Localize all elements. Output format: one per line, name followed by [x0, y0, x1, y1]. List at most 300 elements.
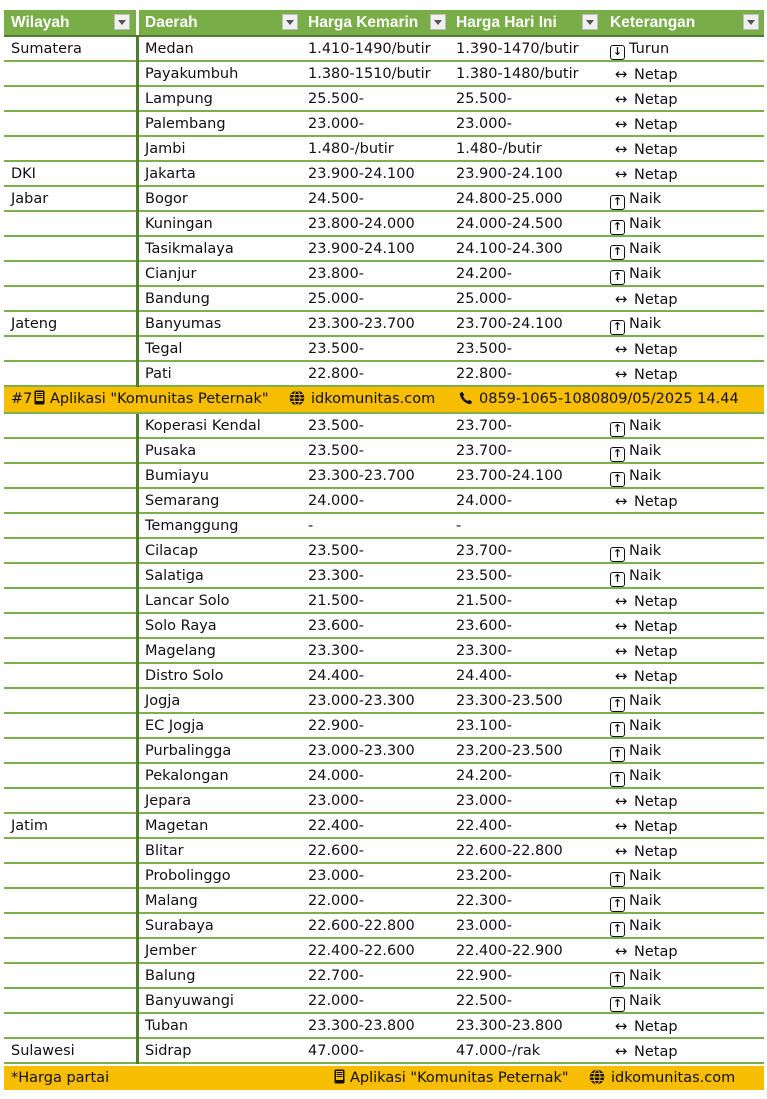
cell-keterangan [610, 889, 760, 912]
cell-wilayah: Jateng [11, 316, 58, 332]
cell-daerah: Banyuwangi [136, 989, 309, 1014]
arrow-left-right-icon: ↔ [614, 492, 628, 510]
arrow-up-icon: ↑ [610, 722, 625, 737]
cell-harga-hari-ini: 22.400-22.900 [456, 943, 563, 959]
table-row [4, 514, 764, 539]
cell-wilayah [4, 739, 140, 762]
cell-wilayah [4, 414, 140, 437]
cell-harga-hari-ini: 23.500- [456, 568, 512, 584]
cell-daerah: Pekalongan [136, 764, 309, 789]
table-row [4, 262, 764, 287]
banner-app-label: Aplikasi "Komunitas Peternak" [50, 391, 269, 407]
cell-daerah: Jepara [136, 789, 309, 814]
arrow-up-icon: ↑ [610, 872, 625, 887]
cell-daerah: Tuban [136, 1014, 309, 1039]
arrow-left-right-icon: ↔ [614, 90, 628, 108]
phone-icon [459, 391, 473, 405]
cell-harga-kemarin: 23.500- [308, 543, 364, 559]
keterangan-label: Netap [634, 117, 678, 133]
cell-keterangan [610, 664, 760, 687]
keterangan-label: Naik [629, 768, 662, 784]
cell-harga-hari-ini: - [456, 518, 462, 534]
cell-harga-hari-ini: 23.700- [456, 443, 512, 459]
cell-harga-hari-ini: 23.700- [456, 418, 512, 434]
keterangan-label: Netap [634, 167, 678, 183]
cell-harga-hari-ini: 23.500- [456, 341, 512, 357]
cell-daerah: Sidrap [136, 1039, 309, 1064]
cell-keterangan [610, 37, 760, 60]
table-row [4, 1039, 764, 1064]
arrow-up-icon: ↑ [610, 447, 625, 462]
cell-harga-hari-ini: 23.300- [456, 643, 512, 659]
cell-wilayah: Jatim [11, 818, 49, 834]
price-table [4, 10, 764, 1090]
cell-harga-hari-ini: 23.900-24.100 [456, 166, 563, 182]
arrow-up-icon: ↑ [610, 997, 625, 1012]
cell-wilayah [4, 1014, 140, 1037]
cell-harga-kemarin: 22.000- [308, 993, 364, 1009]
cell-keterangan [610, 514, 760, 537]
arrow-left-right-icon: ↔ [614, 817, 628, 835]
cell-wilayah [4, 362, 140, 385]
arrow-up-icon: ↑ [610, 547, 625, 562]
banner-app [34, 387, 269, 412]
cell-harga-hari-ini: 23.000- [456, 918, 512, 934]
cell-harga-hari-ini: 23.700- [456, 543, 512, 559]
keterangan-label: Netap [634, 644, 678, 660]
arrow-down-icon: ↓ [610, 45, 625, 60]
cell-harga-hari-ini: 22.600-22.800 [456, 843, 563, 859]
cell-harga-hari-ini: 23.200-23.500 [456, 743, 563, 759]
keterangan-label: Netap [634, 142, 678, 158]
cell-harga-hari-ini: 1.480-/butir [456, 141, 542, 157]
table-row [4, 87, 764, 112]
header-harga-kemarin: Harga Kemarin [308, 14, 419, 31]
cell-harga-kemarin: 23.300- [308, 568, 364, 584]
table-row [4, 162, 764, 187]
cell-wilayah [4, 262, 140, 285]
arrow-up-icon: ↑ [610, 472, 625, 487]
mobile-phone-icon [34, 390, 45, 405]
arrow-left-right-icon: ↔ [614, 642, 628, 660]
cell-harga-kemarin: 23.300-23.700 [308, 468, 415, 484]
keterangan-label: Naik [629, 968, 662, 984]
cell-harga-kemarin: 23.300-23.700 [308, 316, 415, 332]
banner-phone-label: 0859-1065-10808 [479, 391, 610, 407]
cell-harga-hari-ini: 23.600- [456, 618, 512, 634]
arrow-left-right-icon: ↔ [614, 667, 628, 685]
cell-harga-hari-ini: 23.700-24.100 [456, 468, 563, 484]
cell-keterangan [610, 362, 760, 385]
cell-harga-hari-ini: 1.390-1470/butir [456, 41, 579, 57]
table-row [4, 639, 764, 664]
globe-icon [589, 1069, 605, 1085]
cell-wilayah [4, 689, 140, 712]
banner-site-label: idkomunitas.com [311, 391, 436, 407]
arrow-left-right-icon: ↔ [614, 165, 628, 183]
cell-daerah: Jember [136, 939, 309, 964]
filter-dropdown-harga-hari-ini-icon[interactable] [582, 14, 598, 30]
table-row [4, 62, 764, 87]
cell-keterangan [610, 162, 760, 185]
cell-keterangan [610, 262, 760, 285]
cell-daerah: Balung [136, 964, 309, 989]
cell-keterangan [610, 489, 760, 512]
cell-harga-kemarin: 23.900-24.100 [308, 241, 415, 257]
cell-keterangan [610, 639, 760, 662]
cell-harga-kemarin: 24.400- [308, 668, 364, 684]
arrow-left-right-icon: ↔ [614, 842, 628, 860]
table-row [4, 137, 764, 162]
keterangan-label: Naik [629, 418, 662, 434]
cell-wilayah [4, 237, 140, 260]
footer-note: *Harga partai [11, 1070, 110, 1086]
keterangan-label: Netap [634, 494, 678, 510]
cell-harga-kemarin: 21.500- [308, 593, 364, 609]
cell-daerah: Tegal [136, 337, 309, 362]
cell-keterangan [610, 137, 760, 160]
header-keterangan: Keterangan [610, 14, 696, 31]
cell-daerah: Tasikmalaya [136, 237, 309, 262]
table-header [4, 10, 764, 37]
cell-wilayah [4, 789, 140, 812]
table-row [4, 237, 764, 262]
table-row [4, 589, 764, 614]
filter-dropdown-harga-kemarin-icon[interactable] [430, 14, 446, 30]
cell-daerah: Blitar [136, 839, 309, 864]
cell-harga-kemarin: 22.700- [308, 968, 364, 984]
cell-keterangan [610, 237, 760, 260]
cell-wilayah [4, 287, 140, 310]
arrow-up-icon: ↑ [610, 245, 625, 260]
cell-daerah: Solo Raya [136, 614, 309, 639]
arrow-left-right-icon: ↔ [614, 365, 628, 383]
keterangan-label: Netap [634, 669, 678, 685]
arrow-up-icon: ↑ [610, 220, 625, 235]
table-row [4, 789, 764, 814]
cell-keterangan [610, 439, 760, 462]
cell-harga-hari-ini: 24.000-24.500 [456, 216, 563, 232]
cell-keterangan [610, 939, 760, 962]
cell-wilayah [4, 764, 140, 787]
cell-wilayah [4, 639, 140, 662]
cell-harga-hari-ini: 23.200- [456, 868, 512, 884]
arrow-up-icon: ↑ [610, 572, 625, 587]
cell-daerah: Distro Solo [136, 664, 309, 689]
header-harga-hari-ini: Harga Hari Ini [456, 14, 557, 31]
table-row [4, 414, 764, 439]
table-row [4, 187, 764, 212]
arrow-up-icon: ↑ [610, 922, 625, 937]
cell-wilayah [4, 664, 140, 687]
cell-daerah: Malang [136, 889, 309, 914]
table-row [4, 362, 764, 387]
keterangan-label: Naik [629, 868, 662, 884]
keterangan-label: Netap [634, 67, 678, 83]
table-row [4, 489, 764, 514]
cell-keterangan [610, 814, 760, 837]
cell-harga-kemarin: 23.300- [308, 643, 364, 659]
cell-harga-hari-ini: 24.800-25.000 [456, 191, 563, 207]
keterangan-label: Naik [629, 568, 662, 584]
cell-harga-hari-ini: 23.100- [456, 718, 512, 734]
cell-daerah: Salatiga [136, 564, 309, 589]
table-row [4, 564, 764, 589]
cell-keterangan [610, 312, 760, 335]
keterangan-label: Netap [634, 367, 678, 383]
cell-daerah: Probolinggo [136, 864, 309, 889]
cell-harga-kemarin: 22.800- [308, 366, 364, 382]
cell-wilayah [4, 539, 140, 562]
cell-keterangan [610, 464, 760, 487]
globe-icon [289, 390, 305, 406]
cell-wilayah [4, 914, 140, 937]
cell-harga-hari-ini: 22.900- [456, 968, 512, 984]
filter-dropdown-daerah-icon[interactable] [282, 14, 298, 30]
arrow-left-right-icon: ↔ [614, 1017, 628, 1035]
cell-harga-hari-ini: 21.500- [456, 593, 512, 609]
cell-wilayah [4, 439, 140, 462]
keterangan-label: Netap [634, 844, 678, 860]
cell-daerah: Cilacap [136, 539, 309, 564]
keterangan-label: Netap [634, 1019, 678, 1035]
arrow-up-icon: ↑ [610, 972, 625, 987]
cell-harga-hari-ini: 22.300- [456, 893, 512, 909]
cell-harga-kemarin: 22.900- [308, 718, 364, 734]
arrow-up-icon: ↑ [610, 772, 625, 787]
table-row [4, 814, 764, 839]
cell-harga-hari-ini: 25.500- [456, 91, 512, 107]
cell-wilayah [4, 714, 140, 737]
cell-harga-hari-ini: 23.000- [456, 116, 512, 132]
cell-harga-hari-ini: 23.300-23.800 [456, 1018, 563, 1034]
cell-harga-kemarin: 23.800- [308, 266, 364, 282]
cell-harga-kemarin: 23.500- [308, 443, 364, 459]
cell-wilayah: Sumatera [11, 41, 82, 57]
footer-bar [4, 1066, 764, 1090]
keterangan-label: Turun [629, 41, 670, 57]
cell-daerah: Bumiayu [136, 464, 309, 489]
arrow-up-icon: ↑ [610, 697, 625, 712]
footer-app-label: Aplikasi "Komunitas Peternak" [350, 1070, 569, 1086]
cell-harga-kemarin: 1.380-1510/butir [308, 66, 431, 82]
cell-harga-hari-ini: 24.400- [456, 668, 512, 684]
arrow-up-icon: ↑ [610, 195, 625, 210]
cell-keterangan [610, 539, 760, 562]
cell-harga-kemarin: 25.500- [308, 91, 364, 107]
cell-keterangan [610, 62, 760, 85]
arrow-left-right-icon: ↔ [614, 340, 628, 358]
table-row [4, 914, 764, 939]
table-row [4, 287, 764, 312]
cell-wilayah [4, 564, 140, 587]
keterangan-label: Netap [634, 342, 678, 358]
cell-harga-kemarin: 23.500- [308, 341, 364, 357]
cell-harga-kemarin: - [308, 518, 314, 534]
cell-harga-hari-ini: 24.200- [456, 266, 512, 282]
cell-wilayah [4, 212, 140, 235]
arrow-up-icon: ↑ [610, 747, 625, 762]
cell-harga-kemarin: 23.000-23.300 [308, 743, 415, 759]
cell-harga-kemarin: 23.800-24.000 [308, 216, 415, 232]
cell-harga-hari-ini: 24.100-24.300 [456, 241, 563, 257]
cell-wilayah [4, 489, 140, 512]
arrow-left-right-icon: ↔ [614, 792, 628, 810]
cell-daerah: Jambi [136, 137, 309, 162]
cell-harga-kemarin: 23.500- [308, 418, 364, 434]
keterangan-label: Naik [629, 468, 662, 484]
cell-wilayah: DKI [11, 166, 36, 182]
table-row [4, 337, 764, 362]
cell-harga-kemarin: 23.000-23.300 [308, 693, 415, 709]
cell-wilayah [4, 589, 140, 612]
arrow-up-icon: ↑ [610, 320, 625, 335]
table-row [4, 212, 764, 237]
cell-keterangan [610, 187, 760, 210]
cell-wilayah [4, 87, 140, 110]
cell-keterangan [610, 614, 760, 637]
cell-harga-hari-ini: 22.400- [456, 818, 512, 834]
cell-harga-kemarin: 23.300-23.800 [308, 1018, 415, 1034]
keterangan-label: Naik [629, 216, 662, 232]
keterangan-label: Naik [629, 718, 662, 734]
filter-dropdown-wilayah-icon[interactable] [114, 14, 130, 30]
table-row [4, 889, 764, 914]
cell-harga-hari-ini: 47.000-/rak [456, 1043, 541, 1059]
cell-harga-kemarin: 22.600- [308, 843, 364, 859]
arrow-left-right-icon: ↔ [614, 115, 628, 133]
cell-keterangan [610, 839, 760, 862]
cell-wilayah [4, 864, 140, 887]
cell-harga-hari-ini: 1.380-1480/butir [456, 66, 579, 82]
cell-keterangan [610, 689, 760, 712]
cell-daerah: Surabaya [136, 914, 309, 939]
cell-keterangan [610, 287, 760, 310]
cell-daerah: Lancar Solo [136, 589, 309, 614]
keterangan-label: Naik [629, 918, 662, 934]
header-wilayah: Wilayah [11, 14, 70, 31]
keterangan-label: Netap [634, 944, 678, 960]
keterangan-label: Naik [629, 893, 662, 909]
cell-keterangan [610, 337, 760, 360]
table-row [4, 1014, 764, 1039]
keterangan-label: Netap [634, 1044, 678, 1060]
cell-harga-kemarin: 23.900-24.100 [308, 166, 415, 182]
footer-site [589, 1066, 735, 1090]
cell-keterangan [610, 212, 760, 235]
cell-daerah: Pati [136, 362, 309, 387]
arrow-left-right-icon: ↔ [614, 617, 628, 635]
cell-harga-kemarin: 23.600- [308, 618, 364, 634]
cell-daerah: Payakumbuh [136, 62, 309, 87]
keterangan-label: Netap [634, 794, 678, 810]
cell-keterangan [610, 87, 760, 110]
cell-daerah: Temanggung [136, 514, 309, 539]
cell-daerah: Jogja [136, 689, 309, 714]
cell-harga-kemarin: 22.600-22.800 [308, 918, 415, 934]
cell-keterangan [610, 739, 760, 762]
table-row [4, 464, 764, 489]
table-row [4, 539, 764, 564]
footer-app [334, 1066, 569, 1090]
cell-wilayah [4, 514, 140, 537]
cell-harga-hari-ini: 22.500- [456, 993, 512, 1009]
cell-harga-hari-ini: 24.000- [456, 493, 512, 509]
cell-keterangan [610, 864, 760, 887]
cell-harga-kemarin: 1.480-/butir [308, 141, 394, 157]
cell-harga-hari-ini: 24.200- [456, 768, 512, 784]
arrow-up-icon: ↑ [610, 897, 625, 912]
cell-keterangan [610, 914, 760, 937]
cell-wilayah [4, 839, 140, 862]
cell-wilayah [4, 337, 140, 360]
cell-daerah: Bogor [136, 187, 309, 212]
arrow-up-icon: ↑ [610, 270, 625, 285]
keterangan-label: Naik [629, 543, 662, 559]
cell-keterangan [610, 714, 760, 737]
cell-keterangan [610, 989, 760, 1012]
cell-wilayah [4, 939, 140, 962]
cell-daerah: Pusaka [136, 439, 309, 464]
table-body [4, 37, 764, 1064]
cell-wilayah [4, 137, 140, 160]
cell-harga-kemarin: 47.000- [308, 1043, 364, 1059]
cell-harga-hari-ini: 23.700-24.100 [456, 316, 563, 332]
cell-wilayah [4, 989, 140, 1012]
cell-harga-kemarin: 22.400- [308, 818, 364, 834]
cell-wilayah: Jabar [11, 191, 49, 207]
filter-dropdown-keterangan-icon[interactable] [743, 14, 759, 30]
cell-daerah: Palembang [136, 112, 309, 137]
banner-datetime: 09/05/2025 14.44 [609, 391, 739, 407]
cell-harga-kemarin: 25.000- [308, 291, 364, 307]
cell-daerah: Banyumas [136, 312, 309, 337]
table-row [4, 839, 764, 864]
keterangan-label: Netap [634, 619, 678, 635]
cell-daerah: Purbalingga [136, 739, 309, 764]
cell-keterangan [610, 764, 760, 787]
arrow-left-right-icon: ↔ [614, 1042, 628, 1060]
keterangan-label: Netap [634, 292, 678, 308]
cell-daerah: Koperasi Kendal [136, 414, 309, 439]
mobile-phone-icon [334, 1069, 345, 1084]
cell-harga-kemarin: 22.000- [308, 893, 364, 909]
table-row [4, 964, 764, 989]
cell-keterangan [610, 414, 760, 437]
promo-banner [4, 387, 764, 414]
table-row [4, 664, 764, 689]
arrow-left-right-icon: ↔ [614, 942, 628, 960]
cell-harga-hari-ini: 23.300-23.500 [456, 693, 563, 709]
keterangan-label: Netap [634, 594, 678, 610]
cell-harga-kemarin: 23.000- [308, 116, 364, 132]
banner-phone [459, 387, 609, 412]
cell-keterangan [610, 789, 760, 812]
cell-daerah: EC Jogja [136, 714, 309, 739]
cell-keterangan [610, 112, 760, 135]
keterangan-label: Naik [629, 743, 662, 759]
cell-daerah: Semarang [136, 489, 309, 514]
cell-daerah: Bandung [136, 287, 309, 312]
arrow-left-right-icon: ↔ [614, 65, 628, 83]
cell-harga-kemarin: 24.000- [308, 768, 364, 784]
arrow-left-right-icon: ↔ [614, 592, 628, 610]
cell-harga-kemarin: 22.400-22.600 [308, 943, 415, 959]
cell-daerah: Kuningan [136, 212, 309, 237]
cell-wilayah [4, 889, 140, 912]
keterangan-label: Naik [629, 191, 662, 207]
table-row [4, 112, 764, 137]
